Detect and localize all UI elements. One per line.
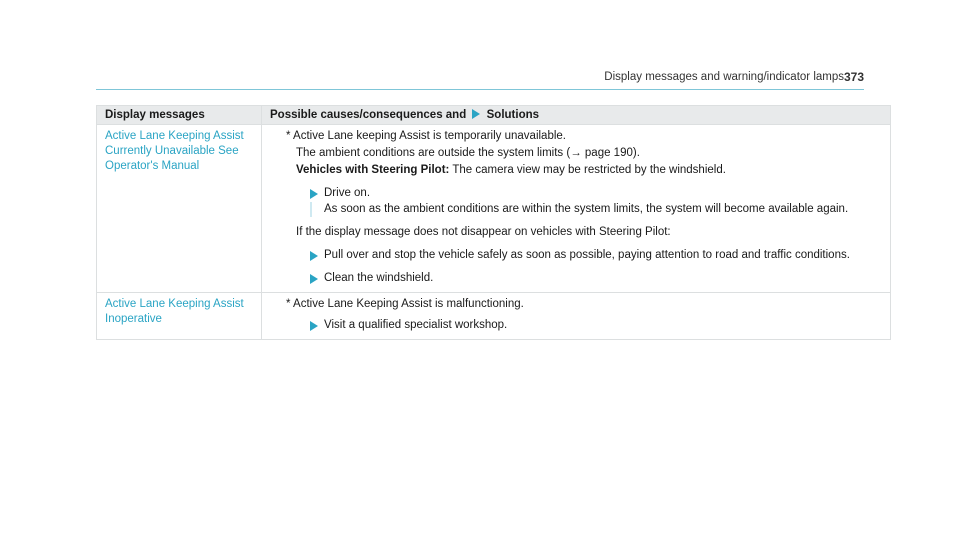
col-header-text: Possible causes/consequences and <box>270 109 467 121</box>
bold-label: Vehicles with Steering Pilot: <box>296 164 450 176</box>
action-item <box>310 248 882 263</box>
arrow-right-icon <box>310 251 318 261</box>
page-number: 373 <box>843 70 864 84</box>
action-item <box>310 271 882 286</box>
cause-text: * Active Lane Keeping Assist is malfunctioning. <box>286 298 524 310</box>
page-header <box>96 69 864 90</box>
col-header-solutions-text: Solutions <box>486 109 540 121</box>
table-row <box>97 125 891 293</box>
detail-text: The ambient conditions are outside the system limits (→ page 190). <box>296 147 640 159</box>
arrow-right-icon <box>310 274 318 284</box>
header-title: Display messages and warning/indicator lamps <box>604 71 844 83</box>
arrow-right-icon <box>310 189 318 199</box>
bold-text: The camera view may be restricted by the windshield. <box>449 164 726 176</box>
solution-cell <box>262 125 891 293</box>
message-cell: Active Lane Keeping Assist Inoperative <box>97 293 262 340</box>
action-text: Visit a qualified specialist workshop. <box>324 319 508 331</box>
steering-pilot-note <box>296 163 882 178</box>
note-text: If the display message does not disappear on vehicles with Steering Pilot: <box>296 226 671 238</box>
arrow-right-icon <box>310 321 318 331</box>
cause-text: * Active Lane keeping Assist is temporarily unavailable. <box>286 130 566 142</box>
col-header-display-messages: Display messages <box>97 106 262 125</box>
action-text: Pull over and stop the vehicle safely as soon as possible, paying attention to road and traffic conditions. <box>324 249 850 261</box>
action-item <box>310 318 882 333</box>
table-row <box>97 293 891 340</box>
action-text: Clean the windshield. <box>324 272 434 284</box>
action-item <box>310 186 882 201</box>
action-text: Drive on. <box>324 187 371 199</box>
display-messages-table <box>96 105 891 340</box>
solution-cell <box>262 293 891 340</box>
table-header-row <box>97 106 891 125</box>
arrow-right-icon <box>472 109 480 119</box>
result-text: As soon as the ambient conditions are within the system limits, the system will become available again. <box>310 202 882 217</box>
message-cell: Active Lane Keeping Assist Currently Unavailable See Operator's Manual <box>97 125 262 293</box>
col-header-solutions <box>262 106 891 125</box>
